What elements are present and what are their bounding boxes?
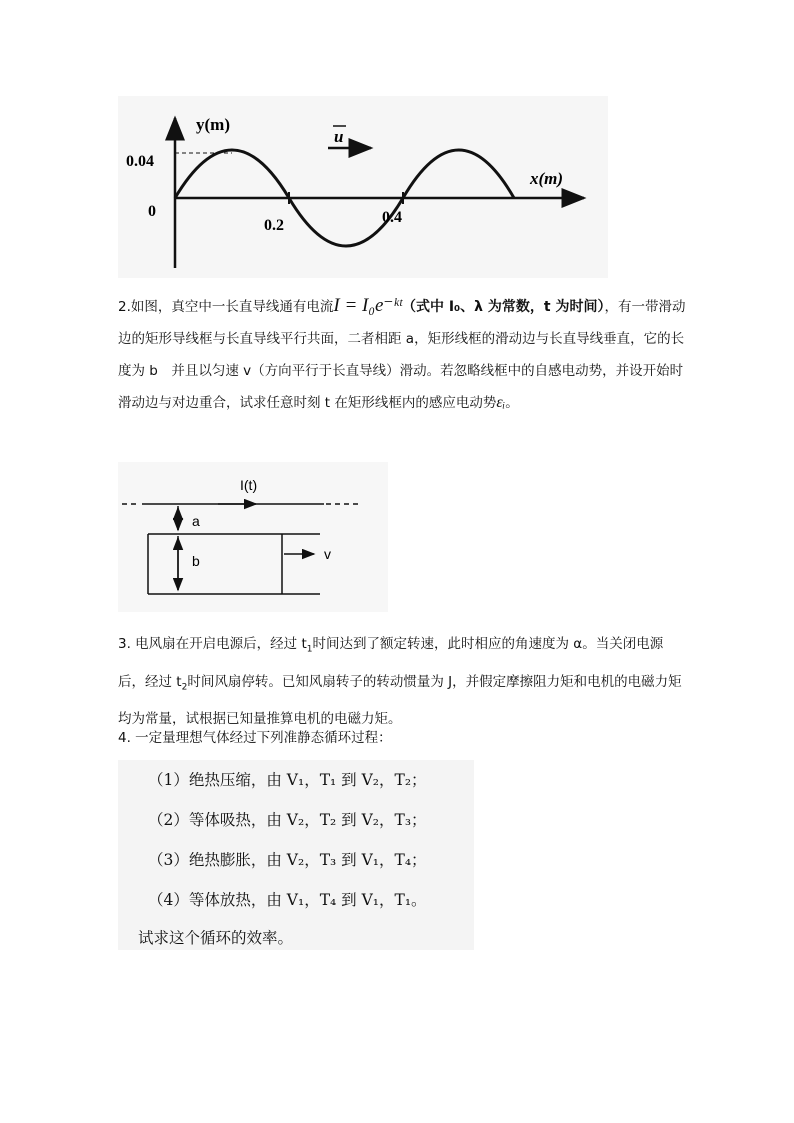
cycle-step-3: （3）绝热膨胀，由 V₂，T₃ 到 V₁，T₄； [148,851,427,869]
origin-label: 0 [148,203,156,220]
velocity-label: u [334,127,344,146]
problem-2-intro: 2.如图，真空中一长直导线通有电流 [118,299,334,315]
cycle-step-2: （2）等体吸热，由 V₂，T₂ 到 V₂，T₃； [148,811,427,829]
x-axis-label: x(m) [530,169,564,188]
emf-symbol: εᵢ [496,394,506,411]
current-label: I(t) [240,477,258,493]
problem-2-text [118,290,688,419]
problem-3-part-b: 时间达到了额定转速，此时相应的角速度为 α。当关闭电源后，经过 t [118,636,664,690]
problem-4-intro: 4. 一定量理想气体经过下列准静态循环过程： [118,730,392,746]
wire-frame-diagram [118,462,388,612]
velocity-label: v [324,546,331,562]
tick-label-0-4: 0.4 [382,209,402,226]
formula-note: （式中 I₀、λ 为常数，t 为时间） [401,299,605,315]
wave-diagram [118,96,608,278]
amplitude-label: 0.04 [126,153,154,170]
cycle-step-1: （1）绝热压缩，由 V₁，T₁ 到 V₂，T₂； [148,771,427,789]
cycle-step-4: （4）等体放热，由 V₁，T₄ 到 V₁，T₁。 [148,891,427,909]
problem-3-text [118,628,688,735]
b-label: b [192,553,200,569]
cycle-question: 试求这个循环的效率。 [138,929,294,947]
cycle-steps-image [118,760,474,950]
problem-2-body: ，有一带滑动边的矩形导线框与长直导线平行共面，二者相距 a，矩形线框的滑动边与长直导线垂直，它的长度为 b 并且以匀速 v（方向平行于长直导线）滑动。若忽略线框中的自感电动势，并设开始时滑动边与对边重合，试求任意时刻 t 在矩形线框内的感应电动势 [118,299,686,411]
wave-figure [118,96,608,278]
a-label: a [192,513,200,529]
problem-3-part-c: 时间风扇停转。已知风扇转子的转动惯量为 J，并假定摩擦阻力矩和电机的电磁力矩均为常量，试根据已知量推算电机的电磁力矩。 [118,673,682,728]
y-axis-label: y(m) [196,115,230,134]
problem-3-part-a: 3. 电风扇在开启电源后，经过 t [118,636,307,652]
tick-label-0-2: 0.2 [264,217,284,234]
t2-subscript: 2 [181,682,188,693]
current-formula: I = I₀e⁻ᵏᵗ [333,295,402,316]
wire-frame-figure [118,462,388,612]
problem-2-end: 。 [505,395,519,411]
t1-subscript: 1 [306,644,313,655]
